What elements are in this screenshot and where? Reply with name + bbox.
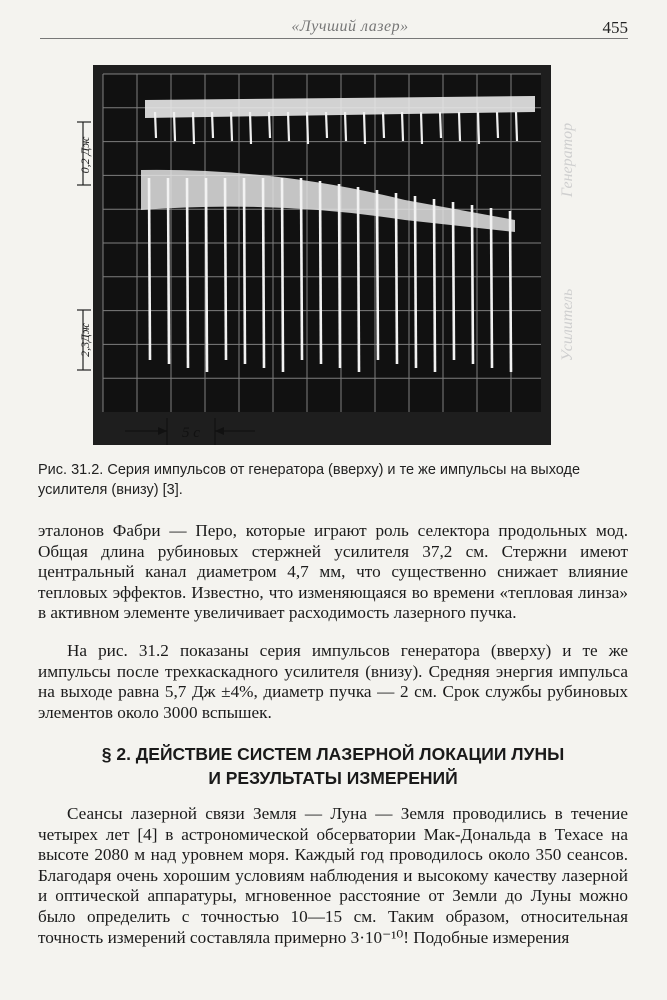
body-paragraph-3: Сеансы лазерной связи Земля — Луна — Земля проводились в течение четырех лет [4] в астрономической обсерватории Мак-Дональда в Техасе на высоте 2080 м над уровнем моря. Каждый год проводилось около 350 сеансов. Благодаря очень хорошим условиям наблюдения и высокому качеству лазерной и оптической аппаратуры, мгновенное расстояние от Земли до Луны можно было определить с точностью 10—15 см. Таким образом, относительная точность измерений составляла примерно 3·10⁻¹⁰! Подобные измерения bbox=[38, 804, 628, 947]
generator-pulse bbox=[250, 112, 251, 144]
generator-pulse bbox=[288, 112, 289, 141]
amplifier-pulse bbox=[301, 178, 302, 360]
amplifier-pulse bbox=[453, 202, 454, 360]
generator-pulse bbox=[345, 112, 346, 141]
amplifier-pulse bbox=[282, 178, 283, 372]
running-title: «Лучший лазер» bbox=[291, 18, 409, 35]
section-heading bbox=[38, 742, 628, 790]
header-rule bbox=[40, 38, 628, 39]
amplifier-pulse bbox=[206, 178, 207, 372]
amplifier-pulse bbox=[244, 178, 245, 364]
generator-pulse bbox=[440, 112, 441, 138]
page-header bbox=[40, 12, 628, 46]
section-heading-line-2: И РЕЗУЛЬТАТЫ ИЗМЕРЕНИЙ bbox=[208, 768, 458, 788]
amplifier-pulse bbox=[377, 190, 378, 360]
page-number: 455 bbox=[602, 18, 628, 37]
generator-pulse bbox=[231, 112, 232, 141]
generator-pulse bbox=[383, 112, 384, 138]
amplifier-pulse bbox=[263, 178, 264, 368]
amplifier-pulse bbox=[396, 193, 397, 364]
scale-top-label: 0,2 Дж bbox=[78, 136, 92, 174]
scale-bottom-label: 2,3Дж bbox=[78, 323, 92, 357]
generator-pulse bbox=[497, 112, 498, 138]
amplifier-pulse bbox=[491, 208, 492, 368]
generator-pulse bbox=[459, 112, 460, 141]
time-scale-label: 5 с bbox=[182, 425, 200, 441]
amplifier-pulse bbox=[510, 211, 511, 372]
generator-pulse bbox=[174, 112, 175, 141]
oscillogram-figure bbox=[75, 60, 585, 455]
amplifier-pulse bbox=[320, 181, 321, 364]
oscillogram-image bbox=[75, 60, 585, 455]
generator-pulse bbox=[269, 112, 270, 138]
amplifier-pulse bbox=[472, 205, 473, 364]
amplifier-label: Усилитель bbox=[559, 288, 576, 362]
amplifier-pulse bbox=[339, 184, 340, 368]
generator-pulse bbox=[307, 112, 308, 144]
figure-caption: Рис. 31.2. Серия импульсов от генератора (вверху) и те же импульсы на выходе усилителя (внизу) [3]. bbox=[38, 462, 581, 498]
generator-pulse bbox=[364, 112, 365, 144]
body-paragraph-1: эталонов Фабри — Перо, которые играют роль селектора продольных мод. Общая длина рубиновых стержней усилителя 37,2 см. Стержни имеют центральный канал диаметром 4,7 мм, что существенно снижает влияние тепловых эффектов. Известно, что изменяющаяся во времени «тепловая линза» в активном элементе увеличивает расходимость лазерного пучка. bbox=[38, 521, 628, 623]
amplifier-pulse bbox=[225, 178, 226, 360]
generator-pulse bbox=[421, 112, 422, 144]
amplifier-pulse bbox=[187, 178, 188, 368]
generator-pulse bbox=[193, 112, 194, 144]
generator-label: Генератор bbox=[559, 122, 576, 198]
generator-pulse bbox=[516, 112, 517, 141]
section-heading-line-1: § 2. ДЕЙСТВИЕ СИСТЕМ ЛАЗЕРНОЙ ЛОКАЦИИ ЛУНЫ bbox=[101, 744, 565, 764]
generator-pulse bbox=[402, 112, 403, 141]
generator-pulse bbox=[326, 112, 327, 138]
amplifier-pulse bbox=[434, 199, 435, 372]
generator-pulse bbox=[478, 112, 479, 144]
amplifier-pulse bbox=[358, 187, 359, 372]
generator-pulse bbox=[212, 112, 213, 138]
amplifier-pulse bbox=[149, 178, 150, 360]
amplifier-pulse bbox=[168, 178, 169, 364]
body-paragraph-2: На рис. 31.2 показаны серия импульсов генератора (вверху) и те же импульсы после трехкаскадного усилителя (внизу). Средняя энергия импульса на выходе равна 5,7 Дж ±4%, диаметр пучка — 2 см. Срок службы рубиновых элементов около 3000 вспышек. bbox=[38, 641, 628, 722]
amplifier-pulse bbox=[415, 196, 416, 368]
generator-pulse bbox=[155, 112, 156, 138]
